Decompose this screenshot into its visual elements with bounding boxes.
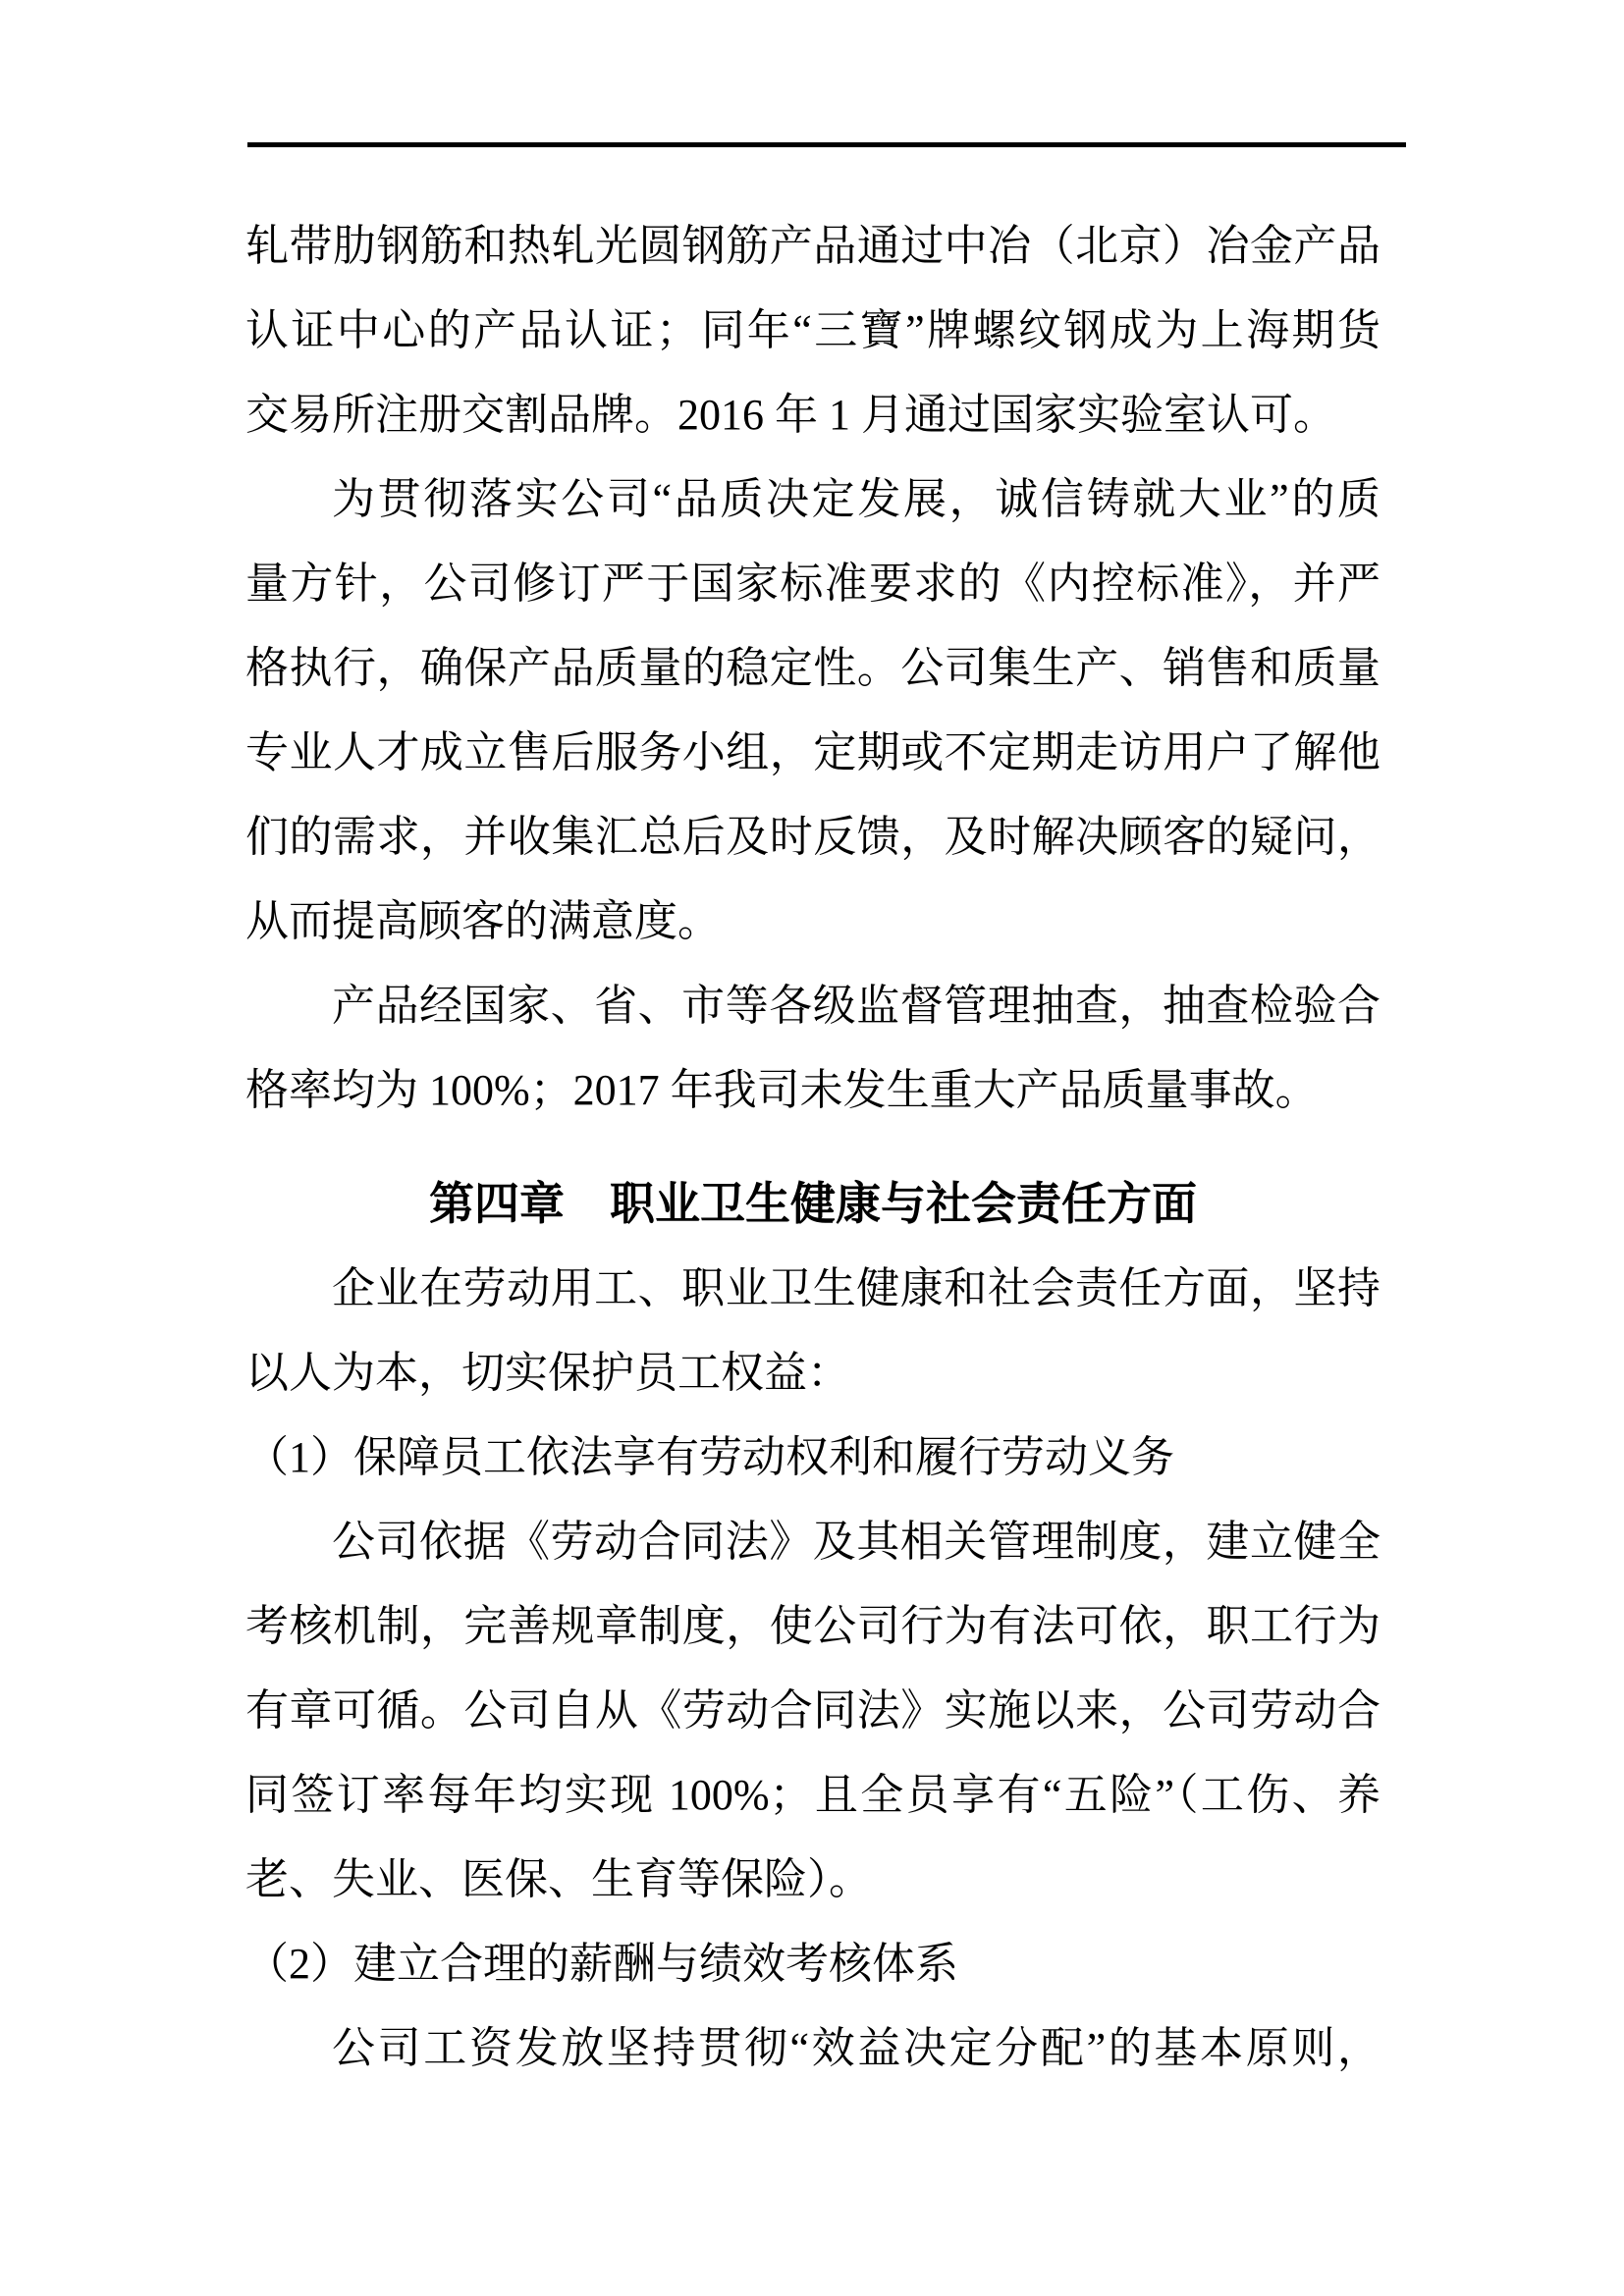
text-line: 产品经国家、省、市等各级监督管理抽查，抽查检验合 <box>332 982 1380 1030</box>
text-line: 考核机制，完善规章制度，使公司行为有法可依，职工行为 <box>245 1602 1380 1650</box>
text-line: 从而提高顾客的满意度。 <box>245 897 721 945</box>
text-line: 同签订率每年均实现 100%；且全员享有“五险”（工伤、养 <box>245 1771 1380 1819</box>
text-line: 公司工资发放坚持贯彻“效益决定分配”的基本原则， <box>332 2024 1380 2072</box>
text-line: 量方针，公司修订严于国家标准要求的《内控标准》，并严 <box>245 560 1380 608</box>
text-line: 有章可循。公司自从《劳动合同法》实施以来，公司劳动合 <box>245 1686 1380 1735</box>
text-line: 认证中心的产品认证；同年“三寶”牌螺纹钢成为上海期货 <box>245 306 1380 354</box>
text-line: 为贯彻落实公司“品质决定发展，诚信铸就大业”的质 <box>332 475 1380 523</box>
text-line: 格率均为 100%；2017 年我司未发生重大产品质量事故。 <box>245 1066 1319 1114</box>
text-line: 以人为本，切实保护员工权益： <box>245 1349 850 1397</box>
header-rule <box>247 142 1406 147</box>
list-item-1-heading: （1）保障员工依法享有劳动权利和履行劳动义务 <box>245 1433 1174 1481</box>
list-item-2-heading: （2）建立合理的薪酬与绩效考核体系 <box>245 1940 958 1988</box>
text-line: 交易所注册交割品牌。2016 年 1 月通过国家实验室认可。 <box>245 391 1336 439</box>
text-line: 专业人才成立售后服务小组，定期或不定期走访用户了解他 <box>245 728 1380 776</box>
text-line: 老、失业、医保、生育等保险）。 <box>245 1855 872 1903</box>
document-body <box>245 204 1380 2091</box>
text-line: 企业在劳动用工、职业卫生健康和社会责任方面，坚持 <box>332 1264 1380 1312</box>
text-line: 格执行，确保产品质量的稳定性。公司集生产、销售和质量 <box>245 644 1380 692</box>
text-line: 轧带肋钢筋和热轧光圆钢筋产品通过中冶（北京）冶金产品 <box>245 222 1380 270</box>
text-line: 公司依据《劳动合同法》及其相关管理制度，建立健全 <box>332 1518 1380 1566</box>
chapter-heading: 第四章 职业卫生健康与社会责任方面 <box>429 1179 1197 1229</box>
text-line: 们的需求，并收集汇总后及时反馈，及时解决顾客的疑问， <box>245 813 1380 861</box>
